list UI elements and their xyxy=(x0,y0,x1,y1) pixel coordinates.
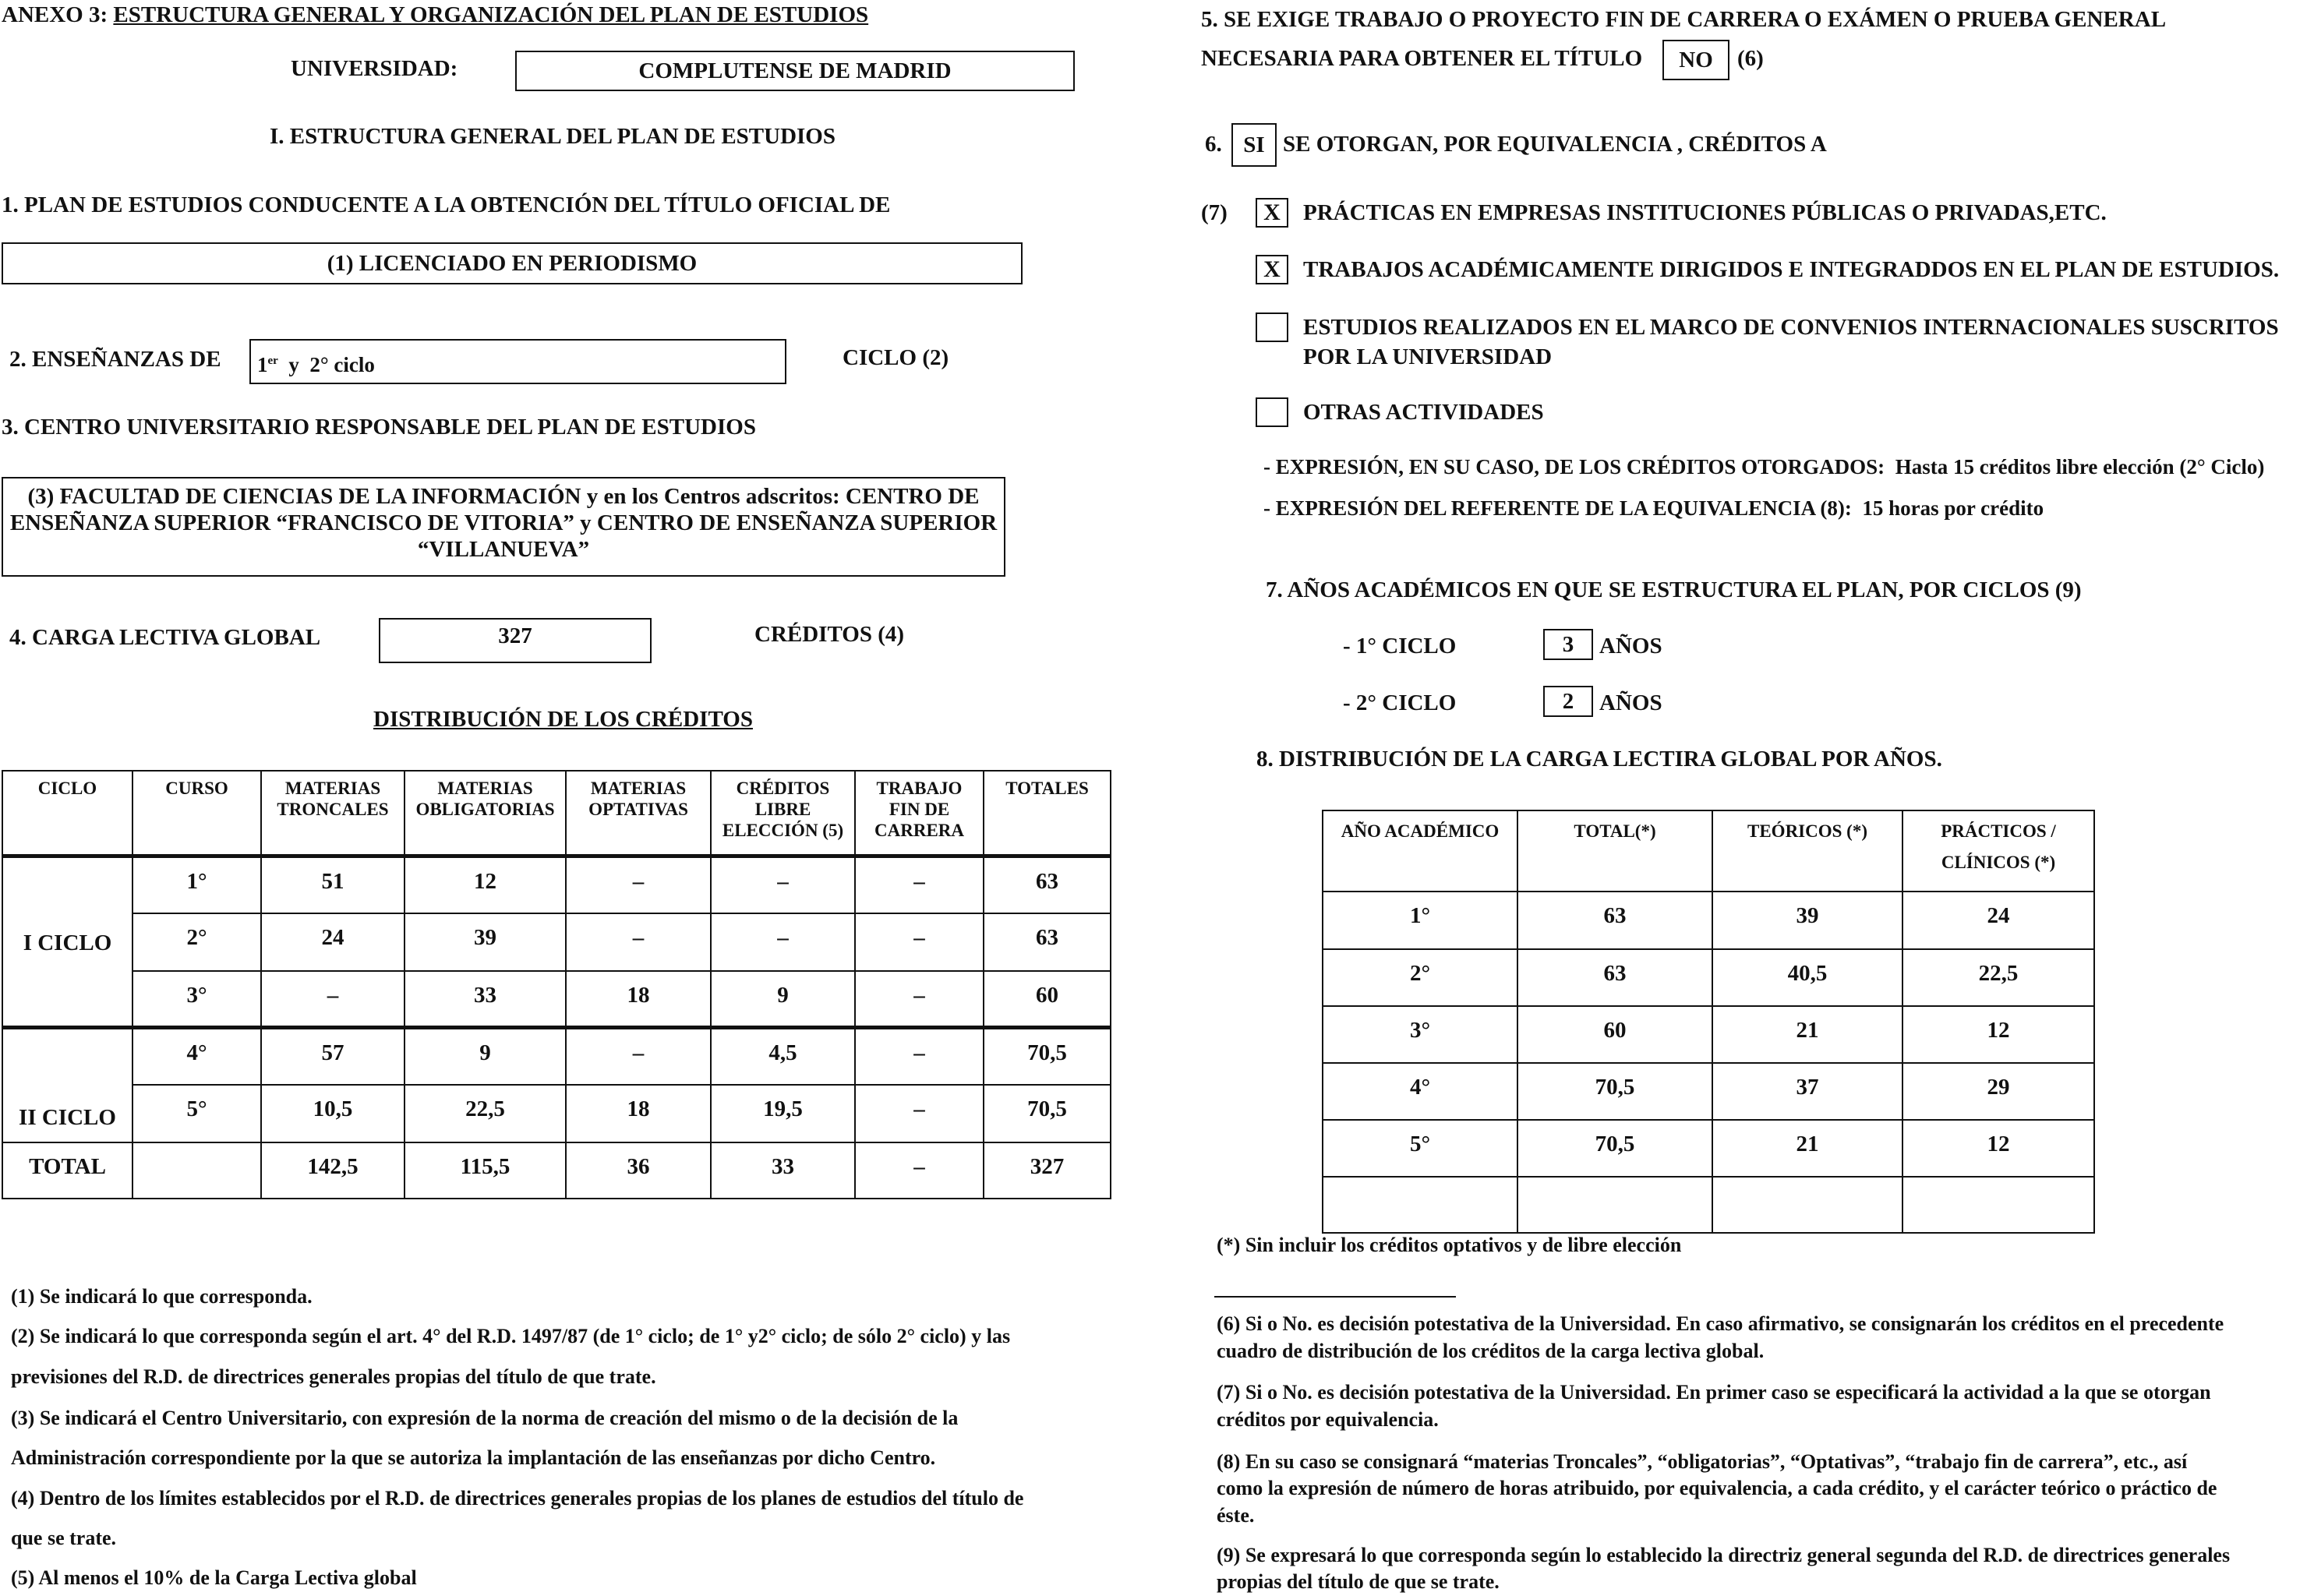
creditos-header-row xyxy=(2,771,1111,856)
table-cell: 3° xyxy=(1323,1006,1517,1063)
item3-label: 3. CENTRO UNIVERSITARIO RESPONSABLE DEL PLAN DE ESTUDIOS xyxy=(2,415,756,440)
item4-label: 4. CARGA LECTIVA GLOBAL xyxy=(9,625,321,650)
col-header: PRÁCTICOS / CLÍNICOS (*) xyxy=(1902,810,2094,892)
option-label: OTRAS ACTIVIDADES xyxy=(1303,400,1544,425)
item1-label: 1. PLAN DE ESTUDIOS CONDUCENTE A LA OBTENCIÓN DEL TÍTULO OFICIAL DE xyxy=(2,192,891,217)
ciclo2-years-box xyxy=(1543,686,1593,717)
footnote-left: (1) Se indicará lo que corresponda. xyxy=(11,1285,313,1308)
creditos-table xyxy=(2,770,1111,1199)
col-header: CICLO xyxy=(2,771,132,856)
expr1-label: - EXPRESIÓN, EN SU CASO, DE LOS CRÉDITOS OTORGADOS: xyxy=(1263,455,1885,478)
creditos-suffix: CRÉDITOS (4) xyxy=(754,622,905,647)
option-checkbox xyxy=(1256,312,1288,342)
ciclo1-years-box xyxy=(1543,629,1593,660)
footnote-right: créditos por equivalencia. xyxy=(1217,1408,1439,1431)
col-header: CRÉDITOS LIBRE ELECCIÓN (5) xyxy=(711,771,855,856)
ensenanzas-box xyxy=(249,339,786,384)
table-cell: 24 xyxy=(261,913,405,971)
table-row xyxy=(2,1027,1111,1085)
table-cell: 37 xyxy=(1712,1063,1902,1120)
titulo-box xyxy=(2,242,1023,284)
expr1-value: Hasta 15 créditos libre elección (2° Ciclo) xyxy=(1895,455,2265,478)
ciclo2-unit: AÑOS xyxy=(1599,690,1662,715)
table-cell: 33 xyxy=(711,1142,855,1199)
table-cell: 1° xyxy=(132,856,261,913)
table-cell xyxy=(132,1142,261,1199)
table-cell: 24 xyxy=(1902,892,2094,949)
footnote-left: (4) Dentro de los límites establecidos por el R.D. de directrices generales propias de los planes de estudios del título de xyxy=(11,1487,1024,1509)
col-header: TOTALES xyxy=(984,771,1111,856)
option-label: ESTUDIOS REALIZADOS EN EL MARCO DE CONVENIOS INTERNACIONALES SUSCRITOS xyxy=(1303,315,2279,340)
item6-note: (7) xyxy=(1201,200,1228,225)
table-cell: – xyxy=(855,1142,984,1199)
table-cell xyxy=(1712,1177,1902,1233)
option-checkbox xyxy=(1256,397,1288,427)
table-row xyxy=(1323,1177,2094,1233)
option-checkbox xyxy=(1256,198,1288,228)
table-cell: – xyxy=(711,913,855,971)
table-cell: – xyxy=(566,913,711,971)
table-cell: 4° xyxy=(132,1027,261,1085)
centro-line1: (3) FACULTAD DE CIENCIAS DE LA INFORMACIÓN y en los Centros adscritos: CENTRO DE xyxy=(27,484,980,509)
table-cell: 18 xyxy=(566,971,711,1027)
table-cell: 2° xyxy=(1323,949,1517,1006)
table-cell: – xyxy=(566,1027,711,1085)
item6-prefix: 6. xyxy=(1205,132,1222,157)
item5-box xyxy=(1662,40,1729,80)
universidad-label: UNIVERSIDAD: xyxy=(291,56,458,81)
table-row xyxy=(1323,1120,2094,1177)
item8-note: (*) Sin incluir los créditos optativos y de libre elección xyxy=(1217,1234,1682,1256)
ciclo1-years: 3 xyxy=(1562,632,1574,657)
ensenanzas-rest: y 2° ciclo xyxy=(277,353,375,376)
table-cell xyxy=(1323,1177,1517,1233)
distribucion-title: DISTRIBUCIÓN DE LOS CRÉDITOS xyxy=(373,707,753,732)
footnote-right: como la expresión de número de horas atribuido, por equivalencia, a cada crédito, y el carácter teórico o práctico de xyxy=(1217,1477,2217,1499)
table-cell: 9 xyxy=(711,971,855,1027)
table-cell: – xyxy=(261,971,405,1027)
table-row xyxy=(2,856,1111,913)
table-cell: 40,5 xyxy=(1712,949,1902,1006)
table-cell: 21 xyxy=(1712,1120,1902,1177)
item7-label: 7. AÑOS ACADÉMICOS EN QUE SE ESTRUCTURA EL PLAN, POR CICLOS (9) xyxy=(1266,577,2082,602)
table-cell: 63 xyxy=(1517,892,1712,949)
table-cell: 21 xyxy=(1712,1006,1902,1063)
anexo-title: ESTRUCTURA GENERAL Y ORGANIZACIÓN DEL PLAN DE ESTUDIOS xyxy=(113,2,869,27)
table-cell: 12 xyxy=(1902,1120,2094,1177)
col-header: TRABAJO FIN DE CARRERA xyxy=(855,771,984,856)
table-cell: 5° xyxy=(1323,1120,1517,1177)
table-cell: 5° xyxy=(132,1085,261,1142)
table-cell: 4° xyxy=(1323,1063,1517,1120)
footnote-left: (2) Se indicará lo que corresponda según el art. 4° del R.D. 1497/87 (de 1° ciclo; de 1° y2° ciclo; de sólo 2° ciclo) y las xyxy=(11,1325,1011,1347)
table-cell xyxy=(1902,1177,2094,1233)
col-header: TOTAL(*) xyxy=(1517,810,1712,892)
footnote-right: (8) En su caso se consignará “materias Troncales”, “obligatorias”, “Optativas”, “trabajo fin de carrera”, etc., así xyxy=(1217,1450,2188,1473)
ciclo2-cell: II CICLO xyxy=(2,1027,132,1142)
expr1 xyxy=(1263,454,2264,479)
table-row xyxy=(1323,1006,2094,1063)
table-row xyxy=(2,913,1111,971)
carga-value: 327 xyxy=(498,623,532,648)
option-mark: X xyxy=(1263,256,1281,282)
expr2-label: - EXPRESIÓN DEL REFERENTE DE LA EQUIVALENCIA (8): xyxy=(1263,496,1852,520)
table-cell: 70,5 xyxy=(1517,1120,1712,1177)
footnote-left: Administración correspondiente por la que se autoriza la implantación de las enseñanzas por dicho Centro. xyxy=(11,1446,936,1469)
table-cell: 29 xyxy=(1902,1063,2094,1120)
table-cell: 57 xyxy=(261,1027,405,1085)
table-cell: 36 xyxy=(566,1142,711,1199)
centro-line3: “VILLANUEVA” xyxy=(417,537,590,562)
universidad-box xyxy=(515,51,1075,91)
table-cell: – xyxy=(711,856,855,913)
table-cell: – xyxy=(855,1027,984,1085)
footnote-right: cuadro de distribución de los créditos de la carga lectiva global. xyxy=(1217,1340,1765,1362)
col-header: TEÓRICOS (*) xyxy=(1712,810,1902,892)
table-cell: 51 xyxy=(261,856,405,913)
item6-box xyxy=(1231,123,1277,167)
ciclo1-unit: AÑOS xyxy=(1599,634,1662,659)
item5-note: (6) xyxy=(1737,46,1764,71)
ciclo-suffix: CICLO (2) xyxy=(843,345,949,370)
table-cell: 3° xyxy=(132,971,261,1027)
footnote-left: (5) Al menos el 10% de la Carga Lectiva global xyxy=(11,1566,417,1589)
table-cell: – xyxy=(855,856,984,913)
table-cell: 327 xyxy=(984,1142,1111,1199)
table-cell: 142,5 xyxy=(261,1142,405,1199)
item8-label: 8. DISTRIBUCIÓN DE LA CARGA LECTIRA GLOBAL POR AÑOS. xyxy=(1256,747,1942,772)
option-mark: X xyxy=(1263,200,1281,225)
ciclo2-label: - 2° CICLO xyxy=(1343,690,1457,715)
centro-box xyxy=(2,477,1005,577)
footnote-right: éste. xyxy=(1217,1504,1255,1527)
anios-header-row xyxy=(1323,810,2094,892)
table-cell: 39 xyxy=(1712,892,1902,949)
centro-line2: ENSEÑANZA SUPERIOR “FRANCISCO DE VITORIA” y CENTRO DE ENSEÑANZA SUPERIOR xyxy=(9,510,998,535)
table-cell: 12 xyxy=(405,856,566,913)
footnote-rule xyxy=(1214,1296,1456,1298)
col-header: CURSO xyxy=(132,771,261,856)
anexo-prefix: ANEXO 3: xyxy=(2,2,114,27)
table-cell: 19,5 xyxy=(711,1085,855,1142)
option-label: TRABAJOS ACADÉMICAMENTE DIRIGIDOS E INTEGRADDOS EN EL PLAN DE ESTUDIOS. xyxy=(1303,257,2280,282)
table-cell: 115,5 xyxy=(405,1142,566,1199)
ciclo1-label: - 1° CICLO xyxy=(1343,634,1457,659)
option-label-cont: POR LA UNIVERSIDAD xyxy=(1303,344,1553,369)
ciclo2-years: 2 xyxy=(1562,689,1574,714)
table-row xyxy=(1323,1063,2094,1120)
total-label: TOTAL xyxy=(2,1142,132,1199)
table-cell: 22,5 xyxy=(405,1085,566,1142)
footnote-right: propias del título de que se trate. xyxy=(1217,1570,1500,1593)
section-title: I. ESTRUCTURA GENERAL DEL PLAN DE ESTUDIOS xyxy=(270,124,836,149)
universidad-value: COMPLUTENSE DE MADRID xyxy=(638,58,952,83)
table-cell: 2° xyxy=(132,913,261,971)
table-cell: – xyxy=(855,913,984,971)
col-header: MATERIAS TRONCALES xyxy=(261,771,405,856)
table-cell: 10,5 xyxy=(261,1085,405,1142)
ciclo1-cell: I CICLO xyxy=(2,856,132,1027)
footnote-right: (9) Se expresará lo que corresponda según lo establecido la directriz general segunda del R.D. de directrices generales xyxy=(1217,1544,2231,1566)
table-cell: 60 xyxy=(984,971,1111,1027)
footnote-right: (7) Si o No. es decisión potestativa de la Universidad. En primer caso se especificará la actividad a la que se otorgan xyxy=(1217,1381,2211,1404)
carga-box xyxy=(379,618,652,663)
col-header: AÑO ACADÉMICO xyxy=(1323,810,1517,892)
table-row xyxy=(1323,892,2094,949)
col-header: MATERIAS OPTATIVAS xyxy=(566,771,711,856)
option-checkbox xyxy=(1256,255,1288,284)
item5-line1: 5. SE EXIGE TRABAJO O PROYECTO FIN DE CARRERA O EXÁMEN O PRUEBA GENERAL xyxy=(1201,7,2167,32)
option-label: PRÁCTICAS EN EMPRESAS INSTITUCIONES PÚBLICAS O PRIVADAS,ETC. xyxy=(1303,200,2107,225)
table-cell: – xyxy=(855,971,984,1027)
item6-value: SI xyxy=(1243,132,1265,157)
table-cell: 18 xyxy=(566,1085,711,1142)
table-cell: 39 xyxy=(405,913,566,971)
footnote-right: (6) Si o No. es decisión potestativa de la Universidad. En caso afirmativo, se consignarán los créditos en el precedente xyxy=(1217,1312,2224,1335)
col-header: MATERIAS OBLIGATORIAS xyxy=(405,771,566,856)
anexo-heading xyxy=(2,2,868,28)
table-cell: 33 xyxy=(405,971,566,1027)
ensenanzas-sup: er xyxy=(267,355,278,367)
table-row xyxy=(2,1085,1111,1142)
table-cell: 63 xyxy=(984,856,1111,913)
table-cell: 63 xyxy=(984,913,1111,971)
table-row xyxy=(2,971,1111,1027)
table-cell: 70,5 xyxy=(1517,1063,1712,1120)
anios-table xyxy=(1322,810,2095,1234)
table-cell: – xyxy=(566,856,711,913)
expr2-value: 15 horas por crédito xyxy=(1862,496,2044,520)
titulo-value: (1) LICENCIADO EN PERIODISMO xyxy=(327,251,698,276)
table-cell: 63 xyxy=(1517,949,1712,1006)
item5-value: NO xyxy=(1679,48,1713,72)
item6-label: SE OTORGAN, POR EQUIVALENCIA , CRÉDITOS A xyxy=(1283,132,1827,157)
table-cell: 70,5 xyxy=(984,1085,1111,1142)
table-cell: 1° xyxy=(1323,892,1517,949)
footnote-left: previsiones del R.D. de directrices generales propias del título de que trate. xyxy=(11,1365,656,1388)
table-row-total xyxy=(2,1142,1111,1199)
table-cell: 12 xyxy=(1902,1006,2094,1063)
table-cell: – xyxy=(855,1085,984,1142)
ensenanzas-1: 1 xyxy=(257,353,268,376)
item5-line2: NECESARIA PARA OBTENER EL TÍTULO xyxy=(1201,46,1643,71)
table-cell: 70,5 xyxy=(984,1027,1111,1085)
table-cell xyxy=(1517,1177,1712,1233)
table-cell: 4,5 xyxy=(711,1027,855,1085)
footnote-left: que se trate. xyxy=(11,1527,117,1549)
table-cell: 22,5 xyxy=(1902,949,2094,1006)
item2-label: 2. ENSEÑANZAS DE xyxy=(9,347,221,372)
table-cell: 9 xyxy=(405,1027,566,1085)
table-row xyxy=(1323,949,2094,1006)
footnote-left: (3) Se indicará el Centro Universitario, con expresión de la norma de creación del mismo o de la decisión de la xyxy=(11,1407,959,1429)
expr2 xyxy=(1263,496,2044,521)
table-cell: 60 xyxy=(1517,1006,1712,1063)
